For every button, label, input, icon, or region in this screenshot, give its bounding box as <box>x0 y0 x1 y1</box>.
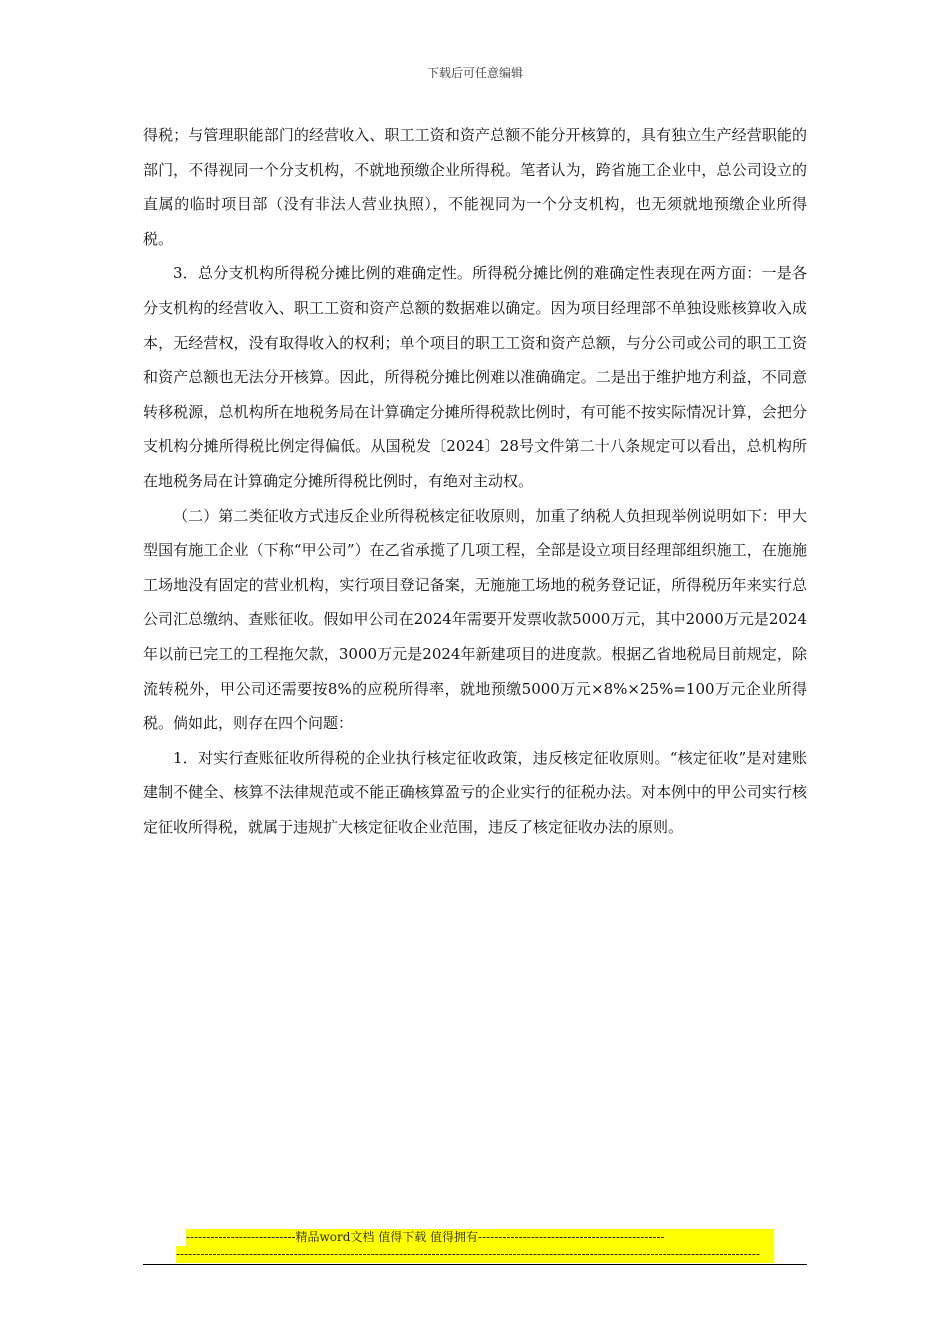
document-body <box>143 118 807 844</box>
footer-divider <box>143 1264 807 1265</box>
paragraph-1: 得税；与管理职能部门的经营收入、职工工资和资产总额不能分开核算的，具有独立生产经营职能的部门，不得视同一个分支机构，不就地预缴企业所得税。笔者认为，跨省施工企业中，总公司设立的直属的临时项目部（没有非法人营业执照），不能视同为一个分支机构，也无须就地预缴企业所得税。 <box>143 126 807 248</box>
paragraph-4: 1．对实行查账征收所得税的企业执行核定征收政策，违反核定征收原则。“核定征收”是对建账建制不健全、核算不法律规范或不能正确核算盈亏的企业实行的征税办法。对本例中的甲公司实行核定征收所得税，就属于违规扩大核定征收企业范围，违反了核定征收办法的原则。 <box>143 748 807 836</box>
footer-dash-line: ------------------------------------------------------------------------------------------------------------------------------------------------ <box>176 1246 774 1263</box>
page-header: 下载后可任意编辑 <box>426 66 523 80</box>
paragraph-2: 3．总分支机构所得税分摊比例的难确定性。所得税分摊比例的难确定性表现在两方面：一是各分支机构的经营收入、职工工资和资产总额的数据难以确定。因为项目经理部不单独设账核算收入成本，无经营权，没有取得收入的权利；单个项目的职工工资和资产总额，与分公司或公司的职工工资和资产总额也无法分开核算。因此，所得税分摊比例难以准确确定。二是出于维护地方利益，不同意转移税源，总机构所在地税务局在计算确定分摊所得税款比例时，有可能不按实际情况计算，会把分支机构分摊所得税比例定得偏低。从国税发〔2024〕28号文件第二十八条规定可以看出，总机构所在地税务局在计算确定分摊所得税比例时，有绝对主动权。 <box>143 264 807 490</box>
footer-banner: ---------------------------精品word文档 值得下载 值得拥有---------------------------------------------- <box>186 1229 774 1246</box>
paragraph-3: （二）第二类征收方式违反企业所得税核定征收原则，加重了纳税人负担现举例说明如下：甲大型国有施工企业（下称“甲公司”）在乙省承揽了几项工程，全部是设立项目经理部组织施工，在施施工场地没有固定的营业机构，实行项目登记备案，无施施工场地的税务登记证，所得税历年来实行总公司汇总缴纳、查账征收。假如甲公司在2024年需要开发票收款5000万元，其中2000万元是2024年以前已完工的工程拖欠款，3000万元是2024年新建项目的进度款。根据乙省地税局目前规定，除流转税外，甲公司还需要按8%的应税所得率，就地预缴5000万元×8%×25%=100万元企业所得税。倘如此，则存在四个问题： <box>143 506 807 733</box>
